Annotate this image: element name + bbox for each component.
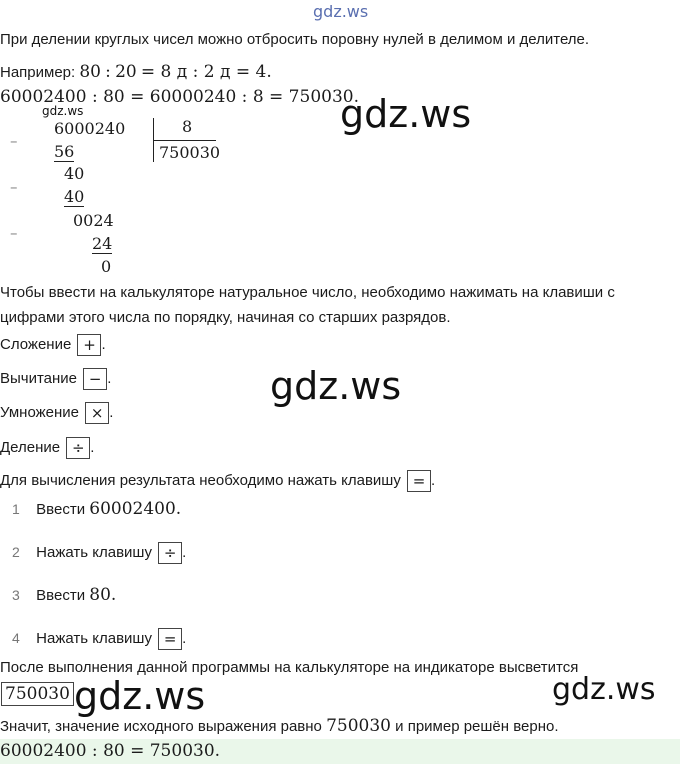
indicator-display: 750030 [1, 682, 74, 706]
equals-key-icon: = [158, 628, 182, 650]
op-addition-label: Сложение [0, 335, 72, 353]
example-rest: = 8 д : 2 д = 4. [140, 62, 272, 82]
step-number-3: 3 [12, 587, 20, 603]
step-text-2: Нажать клавишу [36, 543, 152, 561]
result-key-line: Для вычисления результата необходимо нажать клавишу = . [0, 471, 436, 490]
division-rest: : 80 = 60000240 : 8 = 750030. [91, 87, 359, 107]
division-dividend: 60002400 [0, 87, 87, 107]
step-4: 4 Нажать клавишу = . [12, 629, 187, 648]
divide-key-icon: ÷ [158, 542, 182, 564]
ld-rem-3: 0024 [73, 211, 114, 230]
example-line [0, 62, 272, 82]
watermark-big-4: gdz.ws [552, 672, 656, 707]
conclusion-post: и пример решён верно. [395, 718, 559, 735]
times-key-icon: × [85, 402, 109, 424]
example-label: Например: [0, 64, 76, 81]
step-number-1: 1 [12, 501, 20, 517]
ld-horizontal-bar [153, 140, 216, 141]
plus-key-icon: + [77, 334, 101, 356]
ld-sub-3: 24 [92, 234, 113, 253]
watermark-small: gdz.ws [42, 104, 84, 118]
step-1 [12, 499, 181, 519]
example-a: 80 [79, 62, 101, 82]
equals-key-icon: = [407, 470, 431, 492]
step-text-1: Ввести [36, 501, 86, 518]
op-division-label: Деление [0, 438, 61, 456]
step-text-3: Ввести [36, 587, 86, 604]
result-key-text: Для вычисления результата необходимо нажать клавишу [0, 471, 401, 489]
step-number-2: 2 [12, 543, 20, 560]
op-multiplication-label: Умножение [0, 403, 80, 421]
divide-key-icon: ÷ [66, 437, 90, 459]
intro-text: При делении круглых чисел можно отбросить поровну нулей в делимом и делителе. [0, 31, 590, 48]
minus-sign-2: – [10, 178, 18, 196]
ld-divisor: 8 [182, 117, 193, 136]
watermark-big-2: gdz.ws [270, 364, 402, 408]
conclusion-line [0, 716, 559, 736]
ld-quotient: 750030 [159, 143, 221, 162]
ld-sub-2: 40 [64, 187, 85, 206]
example-b: 20 [115, 62, 137, 82]
final-line: 60002400 : 80 = 750030. [0, 741, 221, 761]
minus-key-icon: − [83, 368, 107, 390]
op-subtraction-label: Вычитание [0, 369, 78, 387]
ld-final: 0 [101, 257, 112, 276]
conclusion-pre: Значит, значение исходного выражения равно [0, 718, 322, 735]
ld-rem-2: 40 [64, 164, 85, 183]
op-subtraction: Вычитание − . [0, 369, 112, 388]
step-value-3: 80. [89, 585, 117, 605]
op-addition: Сложение + . [0, 335, 106, 354]
watermark-big-1: gdz.ws [340, 92, 472, 136]
after-program-text: После выполнения данной программы на калькуляторе на индикаторе высветится [0, 659, 579, 676]
example-colon: : [105, 62, 111, 82]
minus-sign-1: – [10, 132, 18, 150]
conclusion-value: 750030 [326, 716, 391, 736]
ld-sub-1: 56 [54, 142, 75, 161]
calc-text-1: Чтобы ввести на калькуляторе натуральное число, необходимо нажимать на клавиши с [0, 284, 615, 301]
step-number-4: 4 [12, 629, 20, 646]
step-3 [12, 585, 116, 605]
op-division: Деление ÷ . [0, 438, 95, 457]
step-2: 2 Нажать клавишу ÷ . [12, 543, 187, 562]
op-multiplication: Умножение × . [0, 403, 114, 422]
step-text-4: Нажать клавишу [36, 629, 152, 647]
ld-dividend: 6000240 [54, 119, 126, 138]
minus-sign-3: – [10, 224, 18, 242]
watermark-top: gdz.ws [313, 2, 369, 21]
calc-text-2: цифрами этого числа по порядку, начиная со старших разрядов. [0, 309, 451, 326]
watermark-big-3: gdz.ws [74, 674, 206, 718]
step-value-1: 60002400. [89, 499, 182, 519]
